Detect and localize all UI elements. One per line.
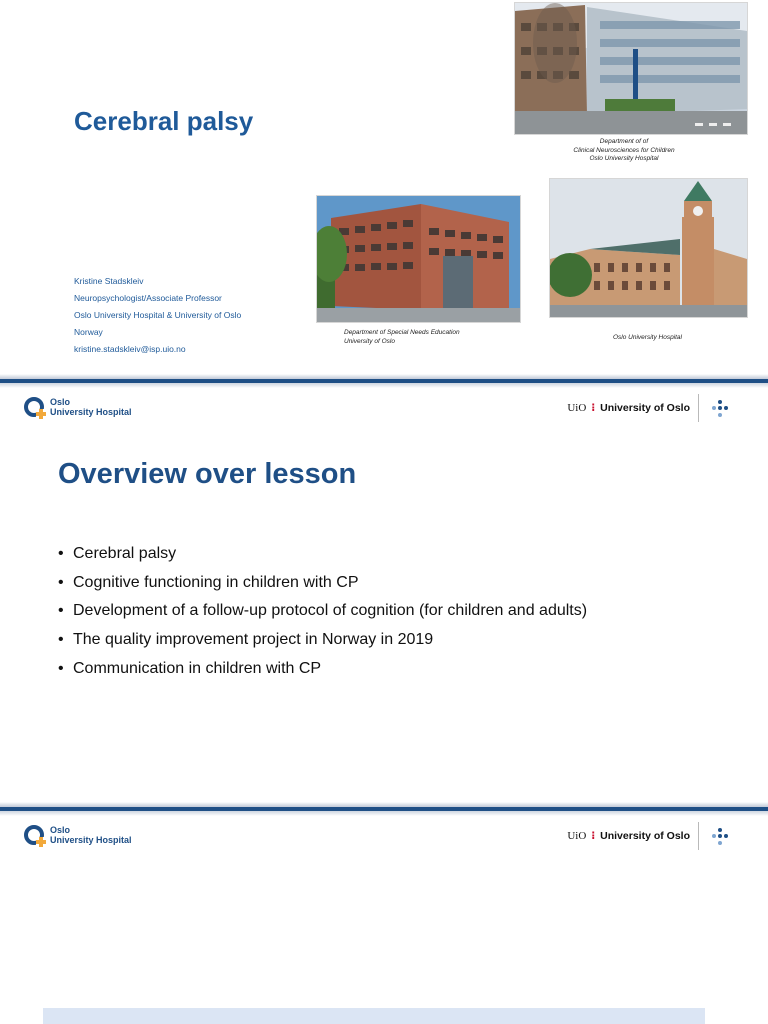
caption-line: University of Oslo [344, 337, 395, 345]
uio-wordmark: UiO [567, 830, 587, 842]
overview-slide [0, 388, 768, 802]
dots-icon [710, 399, 730, 419]
slide-title: Cerebral palsy [74, 106, 254, 136]
content-band [43, 1008, 705, 1024]
logo-line-1: Oslo [50, 397, 71, 407]
building-photo-oslo-university-hospital [549, 178, 748, 318]
uio-separator: ⁝ [591, 830, 596, 842]
header-divider [698, 394, 699, 422]
list-item: • Communication in children with CP [58, 655, 587, 684]
slide-title: Overview over lesson [58, 458, 357, 490]
photo-caption-neurosciences [514, 138, 734, 164]
bullet-list [58, 540, 587, 683]
author-block [74, 273, 241, 358]
author-affiliation: Oslo University Hospital & University of Oslo [74, 310, 242, 320]
uio-wordmark: UiO [567, 402, 587, 414]
university-of-oslo-logo [567, 830, 690, 842]
oslo-hospital-logo-icon [24, 397, 46, 419]
caption-line: Department of Special Needs Education [344, 329, 460, 336]
photo-caption-oslo-university-hospital: Oslo University Hospital [613, 334, 682, 341]
list-item: • The quality improvement project in Norway in 2019 [58, 626, 587, 655]
caption-line: Oslo University Hospital [589, 155, 659, 162]
oslo-university-hospital-logo [24, 824, 144, 850]
slide-separator [0, 374, 768, 388]
uio-name: University of Oslo [600, 830, 690, 842]
building-photo-neurosciences [514, 2, 748, 135]
header-divider [698, 822, 699, 850]
caption-line: Clinical Neurosciences for Children [573, 146, 675, 154]
logo-line-2: University Hospital [50, 835, 132, 845]
oslo-university-hospital-logo [24, 396, 144, 422]
photo-caption-special-needs-education [344, 329, 514, 346]
university-of-oslo-logo [567, 402, 690, 414]
oslo-hospital-logo-icon [24, 825, 46, 847]
building-photo-special-needs-education [316, 195, 521, 323]
uio-name: University of Oslo [600, 402, 690, 414]
author-email: kristine.stadskleiv@isp.uio.no [74, 344, 186, 354]
list-item: • Development of a follow-up protocol of cognition (for children and adults) [58, 597, 587, 626]
author-name: Kristine Stadskleiv [74, 276, 144, 286]
slide-separator [0, 802, 768, 816]
logo-line-2: University Hospital [50, 407, 132, 417]
caption-line: Department of of [599, 138, 649, 145]
dots-icon [710, 827, 730, 847]
author-role: Neuropsychologist/Associate Professor [74, 293, 222, 303]
title-slide [0, 0, 768, 374]
list-item: • Cerebral palsy [58, 540, 587, 569]
list-item: • Cognitive functioning in children with CP [58, 569, 587, 598]
logo-line-1: Oslo [50, 825, 71, 835]
uio-separator: ⁝ [591, 402, 596, 414]
third-slide [0, 816, 768, 1024]
author-country: Norway [74, 327, 103, 337]
